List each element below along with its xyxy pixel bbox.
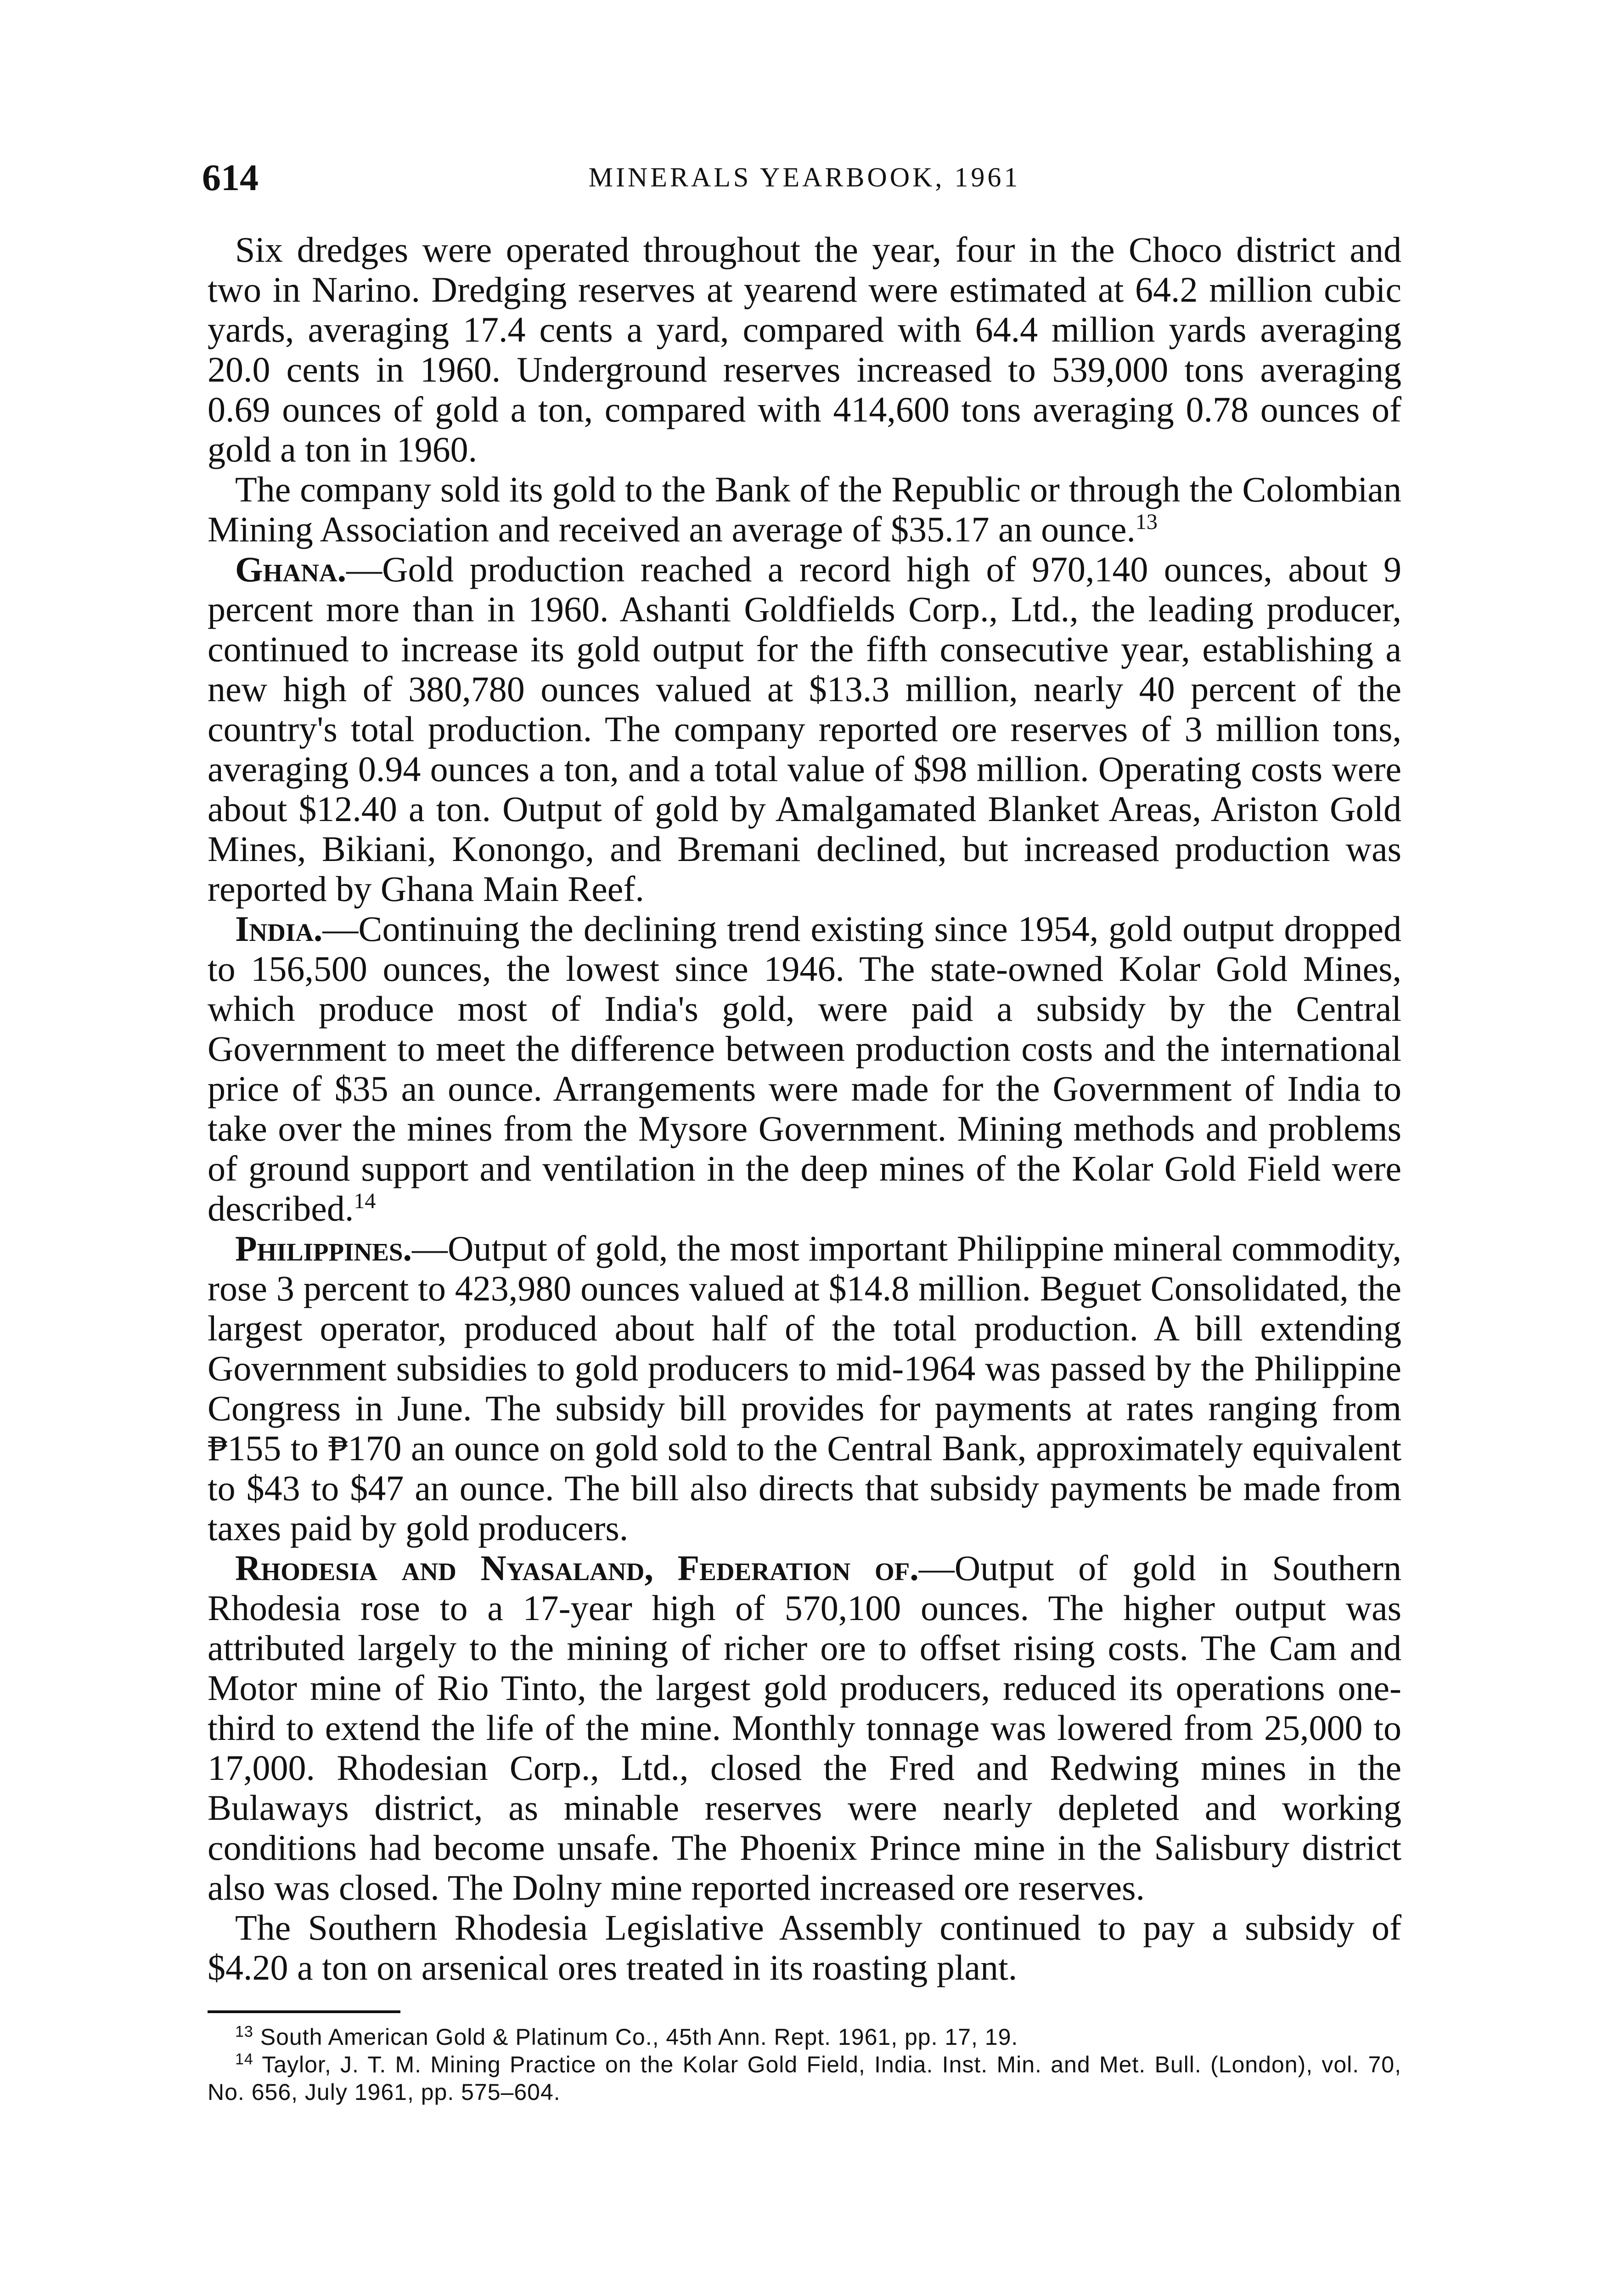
paragraph-text: —Output of gold in Southern Rhodesia rose to a 17-year high of 570,100 ounces. The higher output was attributed largely to the mining of richer ore to offset rising costs. The Cam and Motor mine of Rio Tinto, the largest gold producers, reduced its operations one-third to extend the life of the mine. Monthly tonnage was lowered from 25,000 to 17,000. Rhodesian Corp., Ltd., closed the Fred and Redwing mines in the Bulaways district, as minable reserves were nearly depleted and working conditions had become unsafe. The Phoenix Prince mine in the Salisbury district also was closed. The Dolny mine reported increased ore reserves.	[208, 1548, 1401, 1908]
section-heading-rhodesia: Rhodesia and Nyasaland, Federation of.	[235, 1548, 919, 1588]
footnote-13	[208, 2023, 1401, 2051]
page	[202, 156, 1401, 2106]
paragraph-subsidy	[208, 1908, 1401, 1987]
paragraph-gold-sales	[208, 469, 1401, 549]
paragraph-text: The company sold its gold to the Bank of the Republic or through the Colombian Mining Association and received an average of $35.17 an ounce.	[208, 469, 1401, 549]
section-heading-india: India.	[235, 909, 323, 949]
footnote-14	[208, 2051, 1401, 2106]
footnote-text: Taylor, J. T. M. Mining Practice on the Kolar Gold Field, India. Inst. Min. and Met. Bull. (London), vol. 70, No. 656, July 1961, pp. 575–604.	[208, 2052, 1401, 2105]
footnote-text: South American Gold & Platinum Co., 45th Ann. Rept. 1961, pp. 17, 19.	[260, 2024, 1018, 2050]
paragraph-dredges	[208, 230, 1401, 469]
paragraph-text: —Output of gold, the most important Philippine mineral commodity, rose 3 percent to 423,980 ounces valued at $14.8 million. Beguet Consolidated, the largest operator, produced about half of the total production. A bill extending Government subsidies to gold producers to mid-1964 was passed by the Philippine Congress in June. The subsidy bill provides for payments at rates ranging from ₱155 to ₱170 an ounce on gold sold to the Central Bank, approximately equivalent to $43 to $47 an ounce. The bill also directs that subsidy payments be made from taxes paid by gold producers.	[208, 1228, 1401, 1548]
page-number: 614	[202, 157, 259, 198]
footnote-number: 13	[235, 2023, 253, 2041]
footnote-ref-14: 14	[354, 1189, 376, 1213]
footnotes	[208, 2023, 1401, 2106]
paragraph-text: Six dredges were operated throughout the year, four in the Choco district and two in Narino. Dredging reserves at yearend were estimated at 64.2 million cubic yards, averaging 17.4 cents a yard, compared with 64.4 million yards averaging 20.0 cents in 1960. Underground reserves increased to 539,000 tons averaging 0.69 ounces of gold a ton, compared with 414,600 tons averaging 0.78 ounces of gold a ton in 1960.	[208, 230, 1401, 469]
paragraph-text: —Gold production reached a record high of 970,140 ounces, about 9 percent more than in 1960. Ashanti Goldfields Corp., Ltd., the leading producer, continued to increase its gold output for the fifth consecutive year, establishing a new high of 380,780 ounces valued at $13.3 million, nearly 40 percent of the country's total production. The company reported ore reserves of 3 million tons, averaging 0.94 ounces a ton, and a total value of $98 million. Operating costs were about $12.40 a ton. Output of gold by Amalgamated Blanket Areas, Ariston Gold Mines, Bikiani, Konongo, and Bremani declined, but increased production was reported by Ghana Main Reef.	[208, 549, 1401, 909]
paragraph-philippines	[208, 1228, 1401, 1548]
body-text	[208, 230, 1401, 1987]
paragraph-india	[208, 909, 1401, 1228]
section-heading-ghana: Ghana.	[235, 549, 347, 589]
paragraph-text: —Continuing the declining trend existing since 1954, gold output dropped to 156,500 ounces, the lowest since 1946. The state-owned Kolar Gold Mines, which produce most of India's gold, were paid a subsidy by the Central Government to meet the difference between production costs and the international price of $35 an ounce. Arrangements were made for the Government of India to take over the mines from the Mysore Government. Mining methods and problems of ground support and ventilation in the deep mines of the Kolar Gold Field were described.	[208, 909, 1401, 1228]
footnote-divider	[208, 2010, 400, 2013]
paragraph-ghana	[208, 549, 1401, 909]
paragraph-text: The Southern Rhodesia Legislative Assembly continued to pay a subsidy of $4.20 a ton on arsenical ores treated in its roasting plant.	[208, 1908, 1401, 1987]
running-head: MINERALS YEARBOOK, 1961	[588, 162, 1021, 192]
page-header	[202, 156, 1401, 207]
footnote-ref-13: 13	[1135, 510, 1158, 534]
section-heading-philippines: Philippines.	[235, 1228, 412, 1268]
footnote-number: 14	[235, 2050, 253, 2068]
paragraph-rhodesia	[208, 1548, 1401, 1908]
